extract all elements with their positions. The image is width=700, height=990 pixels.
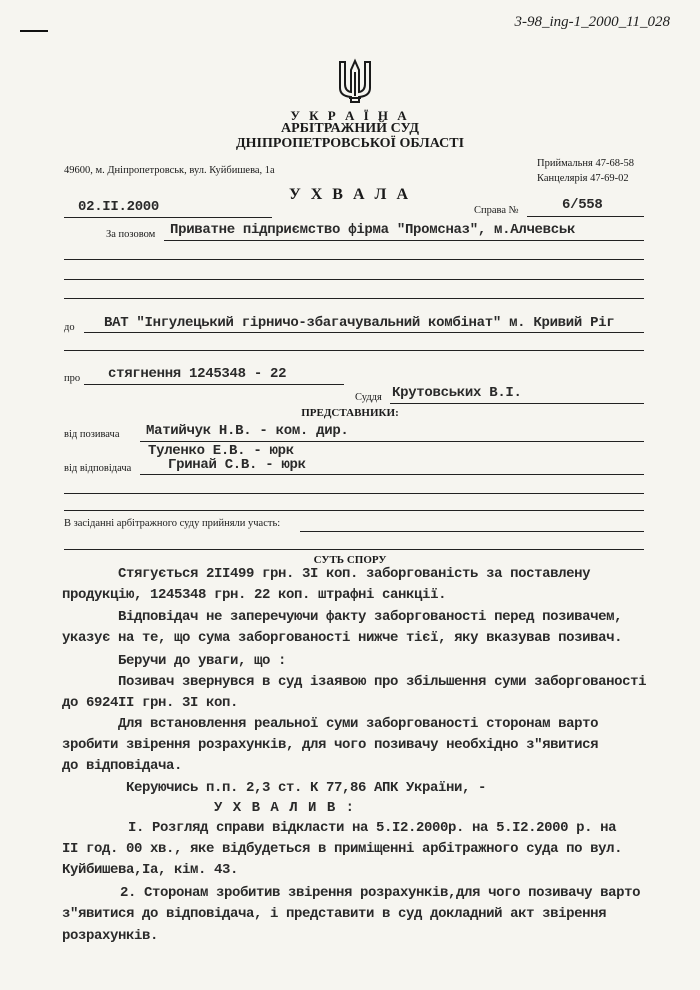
about-label: про xyxy=(64,373,81,384)
document-id: 3-98_ing-1_2000_11_028 xyxy=(514,14,670,30)
defendant-rep-label: від відповідача xyxy=(64,463,132,474)
body-line: з"явитися до відповідача, і представити в суд докладний акт звірення xyxy=(62,906,607,922)
body-line: Відповідач не заперечуючи факту заборгованості перед позивачем, xyxy=(118,609,623,625)
court-address: 49600, м. Дніпропетровськ, вул. Куйбишева, 1а xyxy=(64,165,275,176)
body-line: до 6924II грн. 3I коп. xyxy=(62,695,239,711)
country-title: У К Р А Ї Н А xyxy=(290,108,410,123)
defendant-rep: Гринай С.В. - юрк xyxy=(168,457,306,473)
phone-office: Канцелярія 47-69-02 xyxy=(537,173,629,184)
corner-mark xyxy=(20,30,48,32)
body-line: Стягується 2II499 грн. 3I коп. заборгованість за поставлену xyxy=(118,566,591,582)
body-line: розрахунків. xyxy=(62,928,159,944)
subject-value: стягнення 1245348 - 22 xyxy=(108,366,287,382)
body-line: Для встановлення реальної суми заборгованості сторонам варто xyxy=(118,716,599,732)
body-line: продукцію, 1245348 грн. 22 коп. штрафні санкції. xyxy=(62,587,447,603)
judge-label: Суддя xyxy=(355,392,382,403)
body-line: Беручи до уваги, що : xyxy=(118,653,287,669)
resolution-heading: У Х В А Л И В : xyxy=(214,800,356,816)
body-line: зробити звірення розрахунків, для чого позивачу необхідно з"явитися xyxy=(62,737,599,753)
participants-label: В засіданні арбітражного суду прийняли участь: xyxy=(64,518,281,529)
phone-reception: Приймальня 47-68-58 xyxy=(537,158,634,169)
representatives-title: ПРЕДСТАВНИКИ: xyxy=(301,407,399,419)
claim-label: За позовом xyxy=(106,229,156,240)
to-label: до xyxy=(64,322,75,333)
judge-value: Крутовських В.І. xyxy=(392,385,522,401)
claimant-value: Приватне підприємство фірма "Промсназ", м.Алчевськ xyxy=(170,222,576,238)
body-line: 2. Сторонам зробитив звірення розрахунків,для чого позивачу варто xyxy=(120,885,641,901)
case-label: Справа № xyxy=(474,205,519,216)
defendant-value: ВАТ "Інгулецький гірничо-збагачувальний комбінат" м. Кривий Ріг xyxy=(104,315,615,331)
case-number: 6/558 xyxy=(562,197,603,213)
plaintiff-rep2: Туленко Е.В. - юрк xyxy=(148,443,294,459)
body-line: Керуючись п.п. 2,3 ст. К 77,86 АПК України, - xyxy=(126,780,487,796)
plaintiff-rep1: Матийчук Н.В. - ком. дир. xyxy=(146,423,349,439)
date-value: 02.II.2000 xyxy=(78,199,160,215)
body-line: до відповідача. xyxy=(62,758,183,774)
trident-emblem-icon xyxy=(337,58,373,104)
dispute-title: СУТЬ СПОРУ xyxy=(313,554,387,566)
court-phones xyxy=(537,156,634,186)
body-line: Куйбишева,Іа, кім. 43. xyxy=(62,862,239,878)
body-line: указує на те, що сума заборгованості нижче тієї, яку вказував позивач. xyxy=(62,630,623,646)
body-line: I. Розгляд справи відкласти на 5.I2.2000р. на 5.I2.2000 р. на xyxy=(128,820,617,836)
document-type: У Х В А Л А xyxy=(289,186,411,203)
court-name: АРБІТРАЖНИЙ СУД xyxy=(280,121,419,136)
body-line: II год. 00 хв., яке відбудеться в приміщенні арбітражного суда по вул. xyxy=(62,841,623,857)
court-region: ДНІПРОПЕТРОВСЬКОЇ ОБЛАСТІ xyxy=(235,136,465,151)
plaintiff-label: від позивача xyxy=(64,429,120,440)
body-line: Позивач звернувся в суд ізаявою про збільшення суми заборгованості xyxy=(118,674,647,690)
